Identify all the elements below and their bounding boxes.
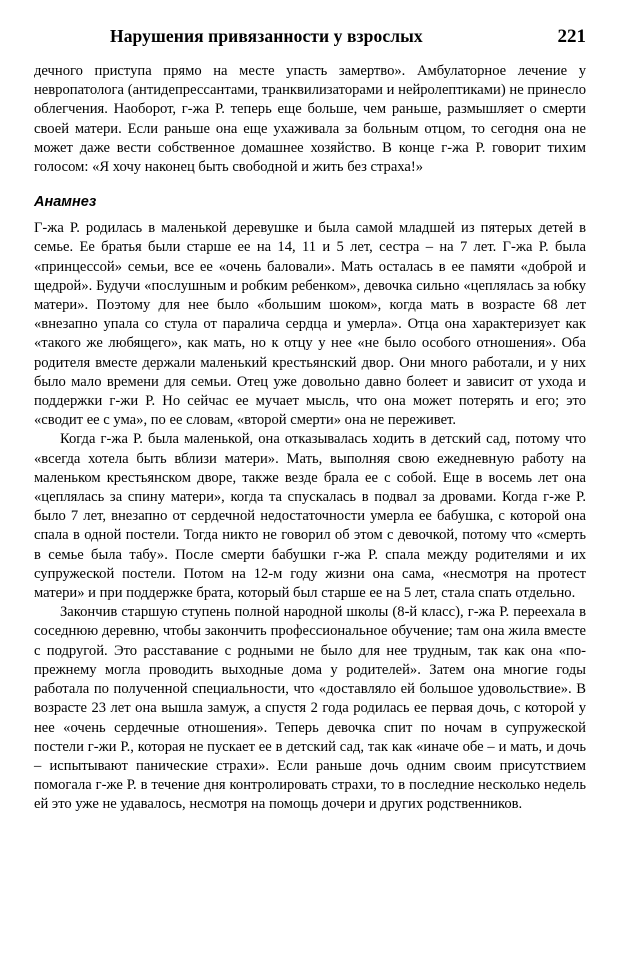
- section-heading-anamnesis: Анамнез: [34, 194, 97, 211]
- page-body: [34, 62, 586, 815]
- paragraph-anamnesis-2: Когда г-жа Р. была маленькой, она отказывалась ходить в детский сад, потому что «всегда хотела быть вблизи матери». Мать, выполняя свою ежедневную работу на маленьком крестьянском дворе, также везде брала ее с собой. Еще в восемь лет она «цеплялась за спину матери», когда та спускалась в подвал за дровами. Когда г-же Р. было 7 лет, внезапно от сердечной недостаточности умерла ее бабушка, с которой она спала в одной постели. Тогда никто не говорил об этом с девочкой, потому что «смерть в семье была табу». После смерти бабушки г-жа Р. спала между родителями и их супружеской постели. Потом на 12-м году жизни она сама, «несмотря на протест матери» и при поддержке брата, который был старше ее на 5 лет, стала спать отдельно.: [34, 431, 586, 602]
- paragraph-anamnesis-3: Закончив старшую ступень полной народной школы (8-й класс), г-жа Р. переехала в соседнюю деревню, чтобы закончить профессиональное обучение; там она жила вместе с подругой. Это расставание с родными не было для нее трудным, так как она «по-прежнему могла проводить выходные дома у родителей». Затем она многие годы работала по полученной специальности, что «доставляло ей большое удовольствие». В возрасте 23 лет она вышла замуж, а спустя 2 года родилась ее первая дочь, с которой у нее «очень сердечные отношения». Теперь девочка спит по ночам в супружеской постели г-жи Р., которая не пускает ее в детский сад, так как «иначе обе – и мать, и дочь – испытывают панические страхи». Если раньше дочь одним своим присутствием помогала г-же Р. в течение дня контролировать страхи, то в последние несколько недель ей это уже не удавалось, несмотря на помощь дочери и других родственников.: [34, 604, 586, 813]
- page-number: 221: [557, 26, 586, 47]
- page-header: [34, 26, 586, 48]
- running-head-title: Нарушения привязанности у взрослых: [110, 26, 423, 46]
- paragraph-continuation: дечного приступа прямо на месте упасть замертво». Амбулаторное лечение у невропатолога (антидепрессантами, транквилизаторами и нейролептиками) не принесло облегчения. Наоборот, г-жа Р. теперь еще больше, чем раньше, размышляет о смерти своей матери. Если раньше она еще ухаживала за больным отцом, то сегодня она не может даже вести собственное домашнее хозяйство. В конце г-жа Р. говорит тихим голосом: «Я хочу наконец быть свободной и жить без страха!»: [34, 63, 586, 176]
- paragraph-anamnesis-1: Г-жа Р. родилась в маленькой деревушке и была самой младшей из пятерых детей в семье. Ее братья были старше ее на 14, 11 и 5 лет, сестра – на 7 лет. Г-жа Р. была «принцессой» семьи, все ее «очень баловали». Мать осталась в ее памяти «доброй и щедрой». Будучи «послушным и робким ребенком», девочка сильно «цеплялась за юбку матери». Поэтому для нее было «большим шоком», когда мать в возрасте 68 лет «внезапно упала со стула от паралича сердца и умерла». Отца она характеризует как «такого же любящего», как мать, но к отцу у нее «не было особого отношения». Оба родителя вместе держали маленький крестьянский двор. Они много работали, и у них было мало времени для семьи. Отец уже довольно давно болеет и зависит от ухода и поддержки г-жи Р. Но сейчас ее мучает мысль, что она может потерять и его; это «сводит ее с ума», по ее словам, «второй смерти» она не переживет.: [34, 220, 586, 429]
